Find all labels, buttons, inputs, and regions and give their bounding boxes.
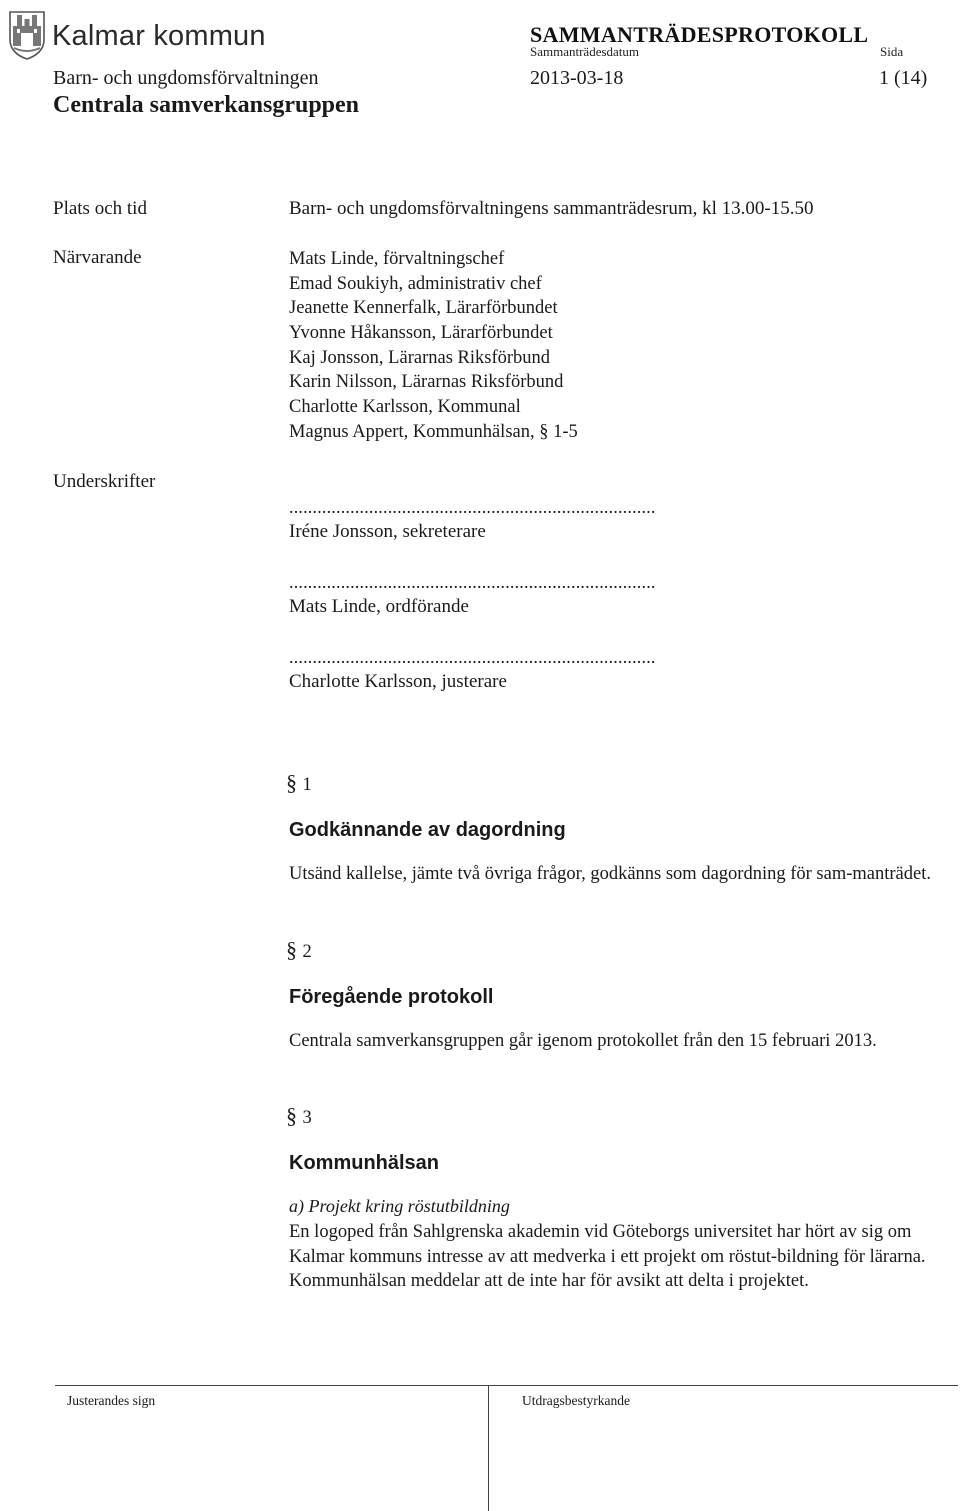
present-label: Närvarande <box>53 247 142 268</box>
section-number: § 2 <box>286 937 312 962</box>
group-name-title: Centrala samverkansgruppen <box>53 92 360 118</box>
signatures-label: Underskrifter <box>53 471 156 492</box>
section-heading: Godkännande av dagordning <box>289 819 566 841</box>
attendee-item: Yvonne Håkansson, Lärarförbundet <box>289 323 553 344</box>
organization-name: Kalmar kommun <box>52 20 266 52</box>
attendee-item: Mats Linde, förvaltningschef <box>289 249 505 269</box>
attendee-item: Jeanette Kennerfalk, Lärarförbundet <box>289 298 558 319</box>
kalmar-coat-of-arms-logo <box>8 10 46 60</box>
place-label: Plats och tid <box>53 198 147 219</box>
signature-line: .............................................................................. <box>289 497 656 517</box>
attendee-item: Emad Soukiyh, administrativ chef <box>289 273 542 294</box>
footer-column-divider <box>488 1385 489 1511</box>
attendee-item: Charlotte Karlsson, Kommunal <box>289 397 521 418</box>
signature-line: .............................................................................. <box>289 647 656 667</box>
section-heading: Föregående protokoll <box>289 986 494 1008</box>
page-label: Sida <box>880 44 904 59</box>
section-number: § 3 <box>286 1103 312 1128</box>
paragraph-sign-icon: § <box>286 1103 297 1128</box>
signature-line: .............................................................................. <box>289 572 656 592</box>
section-heading: Kommunhälsan <box>289 1152 440 1174</box>
section-number: § 1 <box>286 770 312 795</box>
place-value: Barn- och ungdomsförvaltningens sammanträdesrum, kl 13.00-15.50 <box>289 198 814 219</box>
paragraph-sign-icon: § <box>539 421 549 442</box>
paragraph-sign-icon: § <box>286 937 297 962</box>
meeting-date-label: Sammanträdesdatum <box>530 44 640 59</box>
attendee-item: Karin Nilsson, Lärarnas Riksförbund <box>289 372 564 393</box>
page-number: 1 (14) <box>879 67 928 89</box>
justerandes-sign-label: Justerandes sign <box>67 1393 156 1408</box>
meeting-date: 2013-03-18 <box>530 67 624 89</box>
attendee-list <box>289 247 578 445</box>
department-name: Barn- och ungdomsförvaltningen <box>53 67 319 89</box>
secretary-signature: Iréne Jonsson, sekreterare <box>289 521 486 542</box>
section-body: Utsänd kallelse, jämte två övriga frågor, godkänns som dagordning för sam-manträdet. <box>289 864 931 884</box>
utdragsbestyrkande-label: Utdragsbestyrkande <box>522 1393 630 1408</box>
attendee-item: Kaj Jonsson, Lärarnas Riksförbund <box>289 347 551 368</box>
attendee-item-last <box>289 420 578 445</box>
attendee-paragraph-range: 1-5 <box>553 421 578 442</box>
section-subheading: a) Projekt kring röstutbildning <box>289 1196 510 1216</box>
adjuster-signature: Charlotte Karlsson, justerare <box>289 671 507 692</box>
paragraph-sign-icon: § <box>286 770 297 795</box>
section-body: Centrala samverkansgruppen går igenom protokollet från den 15 februari 2013. <box>289 1031 877 1051</box>
attendee-name: Magnus Appert, Kommunhälsan, <box>289 421 535 442</box>
document-type-title: SAMMANTRÄDESPROTOKOLL <box>530 22 869 47</box>
chair-signature: Mats Linde, ordförande <box>289 596 469 617</box>
section-body: En logoped från Sahlgrenska akademin vid Göteborgs universitet har hört av sig om Kalmar kommuns intresse av att medverka i ett projekt om röstut-bildning för lärarna. Kommunhälsan meddelar att de inte har för avsikt att delta i projektet. <box>289 1222 926 1292</box>
footer-divider-line <box>55 1385 958 1386</box>
